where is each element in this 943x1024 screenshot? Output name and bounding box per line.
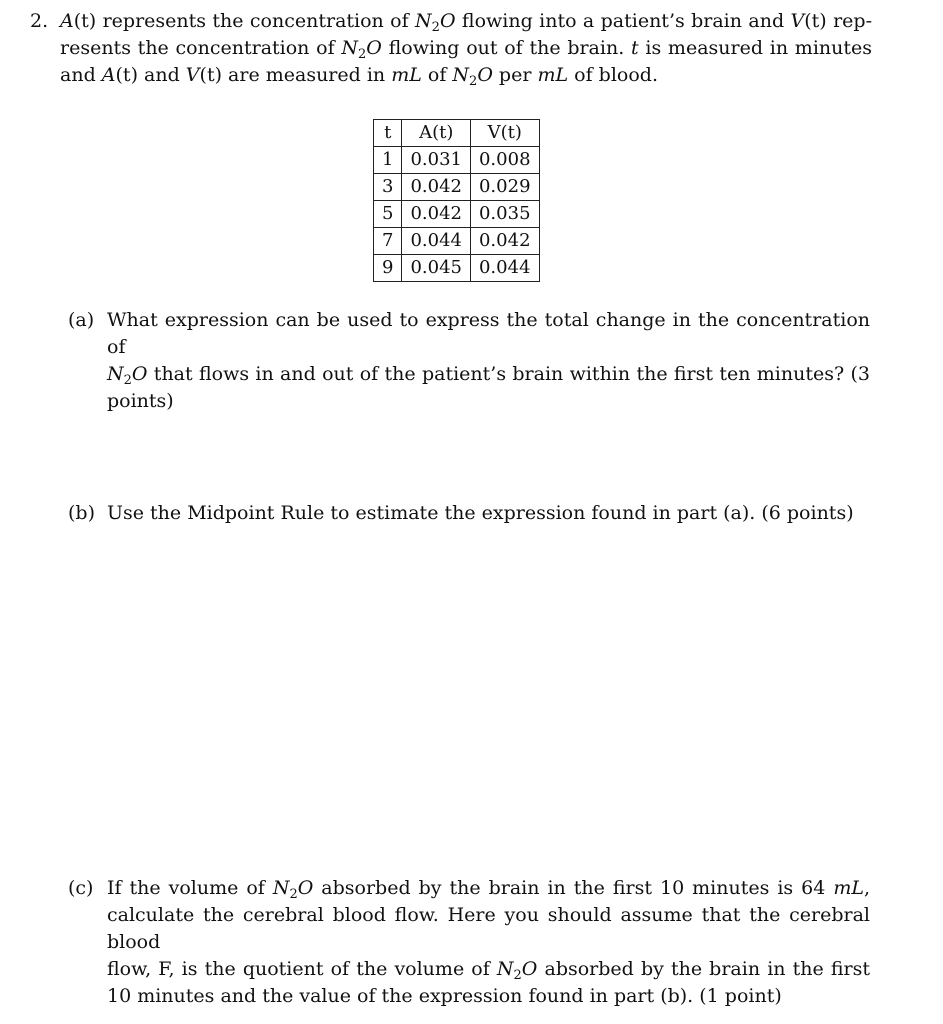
table-row [374,174,540,201]
table-row [374,147,540,174]
part-c-label: (c) [68,877,94,899]
table-header-A: A(t) [402,120,471,147]
math-N: N [496,958,514,980]
part-c-line-4: 10 minutes and the value of the expression found in part (b). (1 point) [107,985,782,1007]
math-sub-2: 2 [358,47,367,62]
table-cell: 7 [374,228,402,255]
math-O: O [366,37,382,59]
table-row [374,228,540,255]
math-paren-t: (t) [115,64,138,86]
problem-number: 2. [30,10,49,32]
math-V: V [790,10,805,32]
part-a-body [107,307,870,415]
table-cell: 0.042 [402,201,471,228]
part-a [68,307,870,415]
part-a-line-1: What expression can be used to express the total change in the concentration of [107,309,870,358]
math-O: O [477,64,493,86]
math-sub-2: 2 [513,968,522,983]
math-t: t [630,37,639,59]
table-header-t: t [374,120,402,147]
part-text: absorbed by the brain in the first 10 minutes is 64 [313,877,834,899]
table-cell: 0.029 [470,174,539,201]
intro-text: and [137,64,186,86]
table-row [374,201,540,228]
intro-text: of [421,64,453,86]
part-text: If the volume of [107,877,273,899]
intro-text: are measured in [222,64,392,86]
part-c-line-1 [107,875,870,902]
math-mL: mL [833,877,864,899]
part-c [68,875,870,1010]
intro-text: per [492,64,538,86]
part-text: absorbed by the brain in the first [537,958,870,980]
intro-text: is measured in minutes [638,37,872,59]
math-N: N [452,64,470,86]
part-text: flow, F, is the quotient of the volume of [107,958,497,980]
math-O: O [131,363,148,385]
table-cell: 5 [374,201,402,228]
math-sub-2: 2 [123,373,132,388]
intro-line-3 [60,62,872,89]
math-O: O [297,877,314,899]
problem-intro [60,8,872,89]
part-a-line-2 [107,361,870,388]
intro-line-2 [60,35,872,62]
part-b [68,500,870,527]
math-V: V [185,64,200,86]
intro-text: flowing out of the brain. [381,37,631,59]
part-a-label: (a) [68,309,95,331]
table-cell: 0.035 [470,201,539,228]
part-text: that flows in and out of the patient’s brain within the first ten minutes? (3 [147,363,870,385]
part-c-body [107,875,870,1010]
math-O: O [521,958,538,980]
table-cell: 0.008 [470,147,539,174]
math-paren-t: (t) [73,10,97,32]
part-c-line-2: calculate the cerebral blood flow. Here you should assume that the cerebral blood [107,904,870,953]
data-table [373,119,540,282]
math-mL: mL [391,64,422,86]
problem-2 [30,8,872,89]
table-cell: 0.045 [402,255,471,282]
part-b-body [107,500,870,527]
intro-text: represents the concentration of [96,10,416,32]
table-cell: 1 [374,147,402,174]
part-a-line-3: points) [107,390,174,412]
math-N: N [107,363,124,385]
math-O: O [439,10,456,32]
intro-text: of blood. [568,64,658,86]
table-cell: 0.042 [402,174,471,201]
part-b-line-1: Use the Midpoint Rule to estimate the expression found in part (a). (6 points) [107,502,854,524]
math-N: N [415,10,432,32]
data-table-container [373,119,540,282]
table-row [374,255,540,282]
part-b-label: (b) [68,502,95,524]
table-header-row [374,120,540,147]
table-header-V: V(t) [470,120,539,147]
part-c-line-3 [107,956,870,983]
math-N: N [341,37,358,59]
math-paren-t: (t) [804,10,827,32]
table-cell: 0.044 [470,255,539,282]
math-sub-2: 2 [469,74,478,89]
intro-text: rep- [826,10,872,32]
math-sub-2: 2 [431,20,440,35]
math-sub-2: 2 [289,887,298,902]
table-cell: 0.042 [470,228,539,255]
table-cell: 9 [374,255,402,282]
table-cell: 0.044 [402,228,471,255]
intro-text: and [60,64,102,86]
intro-text: resents the concentration of [60,37,342,59]
table-cell: 3 [374,174,402,201]
intro-line-1 [60,8,872,35]
math-N: N [272,877,290,899]
math-A: A [60,10,74,32]
part-text: , [863,877,871,899]
math-paren-t: (t) [199,64,222,86]
table-cell: 0.031 [402,147,471,174]
math-mL: mL [537,64,569,86]
math-A: A [101,64,116,86]
intro-text: flowing into a patient’s brain and [455,10,791,32]
